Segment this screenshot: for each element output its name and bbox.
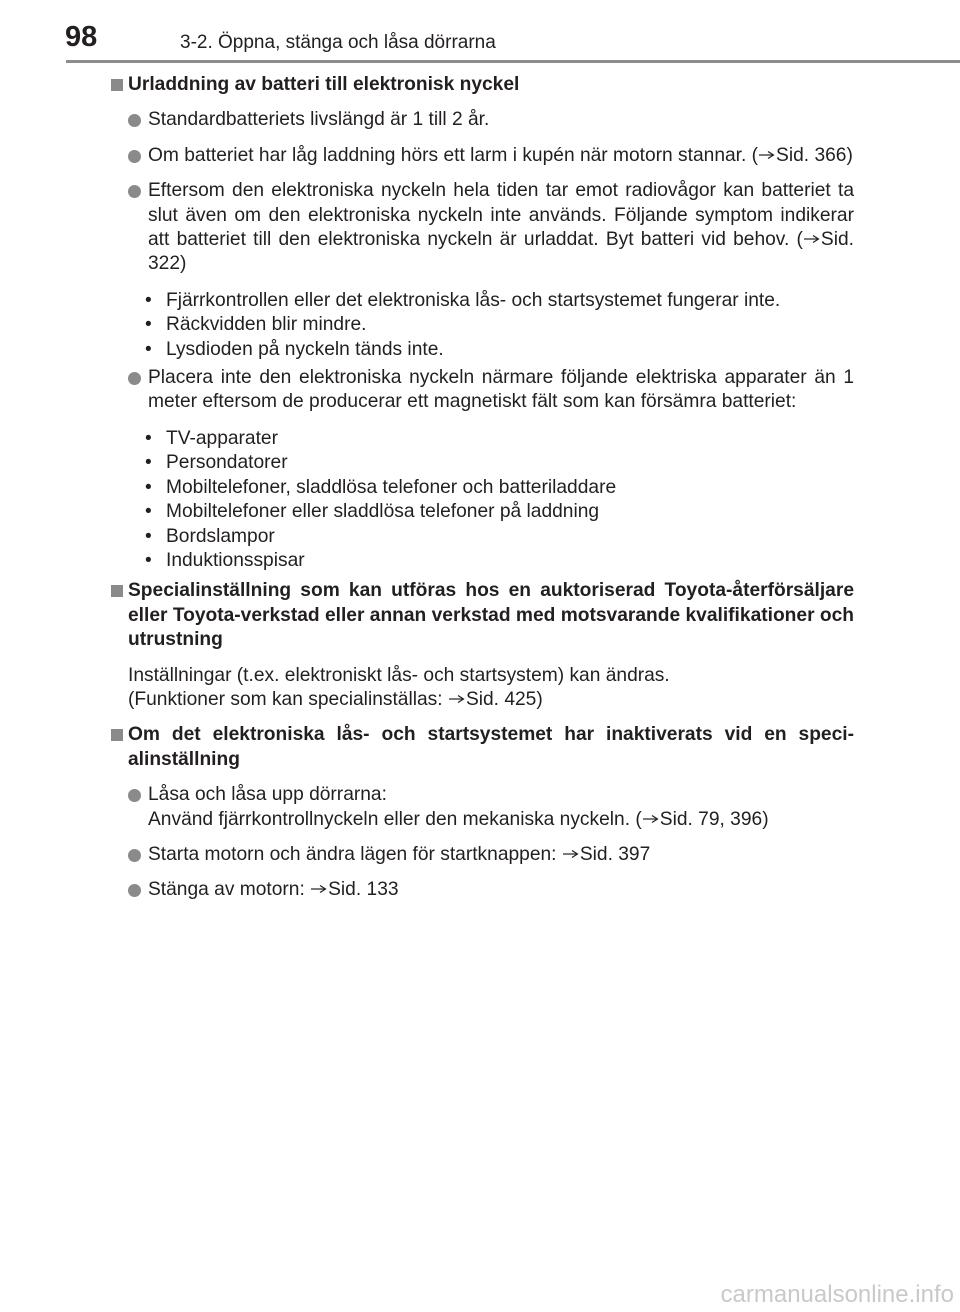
page-reference-link[interactable]: Sid. 397 <box>579 843 651 865</box>
sub-item-text: Räckvidden blir mindre. <box>166 314 367 336</box>
sub-list-item <box>145 427 854 451</box>
list-item <box>108 878 854 902</box>
page-reference-link[interactable]: Sid. 79, 396 <box>659 808 763 830</box>
round-bullet-icon <box>128 185 141 198</box>
appliance-list <box>108 427 854 573</box>
page-header <box>0 0 960 64</box>
list-item <box>108 843 854 867</box>
list-item <box>108 366 854 415</box>
page-reference-link[interactable]: Sid. 425 <box>465 688 537 710</box>
item-text: Om batteriet har låg laddning hörs ett larm i kupén när motorn stannar. ( <box>148 144 759 166</box>
sub-list-item <box>145 476 854 500</box>
square-bullet-icon <box>111 79 123 91</box>
settings-paragraph <box>108 664 854 713</box>
section-title: 3-2. Öppna, stänga och låsa dörrarna <box>180 32 496 53</box>
item-text: Starta motorn och ändra lägen för startknappen: <box>148 843 562 865</box>
round-bullet-icon <box>128 849 141 862</box>
list-item <box>108 179 854 277</box>
bullet-icon: • <box>145 501 152 523</box>
item-text-end: ) <box>846 144 853 166</box>
watermark: carmanualsonline.info <box>720 1281 954 1308</box>
page-number: 98 <box>65 21 98 53</box>
sub-list-item <box>145 313 854 337</box>
sub-item-text: Lysdioden på nyckeln tänds inte. <box>166 338 444 360</box>
round-bullet-icon <box>128 372 141 385</box>
sub-item-text: Bordslampor <box>166 525 275 547</box>
bullet-icon: • <box>145 549 152 571</box>
round-bullet-icon <box>128 150 141 163</box>
heading-text: Specialinställning som kan utföras hos en auktoriserad Toyota-återförsäljare eller Toyota-verkstad eller annan verkstad med motsvarande kvalifikationer och utrustning <box>128 580 854 651</box>
sub-item-text: Mobiltelefoner eller sladdlösa telefoner på laddning <box>166 501 600 523</box>
item-text: Stänga av motorn: <box>148 879 311 901</box>
item-text: Placera inte den elektroniska nyckeln närmare följande elektriska apparater än 1 meter eftersom de producerar ett magnetiskt fält som kan försämra batteriet: <box>148 367 854 413</box>
paragraph-text: (Funktioner som kan specialinställas: <box>128 688 448 710</box>
list-item <box>108 783 854 832</box>
sub-list-item <box>145 289 854 313</box>
round-bullet-icon <box>128 114 141 127</box>
symptom-list <box>108 289 854 362</box>
header-divider <box>66 60 960 63</box>
item-text-line <box>148 808 854 832</box>
sub-list-item <box>145 525 854 549</box>
page-reference-link[interactable]: Sid. 133 <box>328 879 399 901</box>
square-bullet-icon <box>111 729 123 741</box>
page-reference-link[interactable]: Sid. 322 <box>148 229 854 275</box>
sub-item-text: TV-apparater <box>166 427 278 449</box>
sub-list-item <box>145 500 854 524</box>
paragraph-line: Inställningar (t.ex. elektroniskt lås- och startsystem) kan ändras. <box>128 664 670 686</box>
bullet-icon: • <box>145 289 152 311</box>
bullet-icon: • <box>145 427 152 449</box>
sub-item-text: Fjärrkontrollen eller det elektroniska lås- och startsystemet fungerar inte. <box>166 289 781 311</box>
bullet-icon: • <box>145 476 152 498</box>
arrow-right-icon <box>642 815 660 825</box>
item-text: Låsa och låsa upp dörrarna: <box>148 784 387 806</box>
sub-item-text: Mobiltelefoner, sladdlösa telefoner och batteriladdare <box>166 476 617 498</box>
sub-item-text: Induktionsspisar <box>166 549 305 571</box>
list-item <box>108 108 854 132</box>
bullet-icon: • <box>145 452 152 474</box>
item-text: Eftersom den elektroniska nyckeln hela tiden tar emot radiovågor kan batteriet ta slut även om den elektroniska nyckeln inte används. Följande symptom indikerar att batteriet till den elektroniska nyckeln är urladdat. Byt batteri vid behov. ( <box>148 180 854 251</box>
section-heading-deactivated <box>108 723 854 772</box>
bullet-icon: • <box>145 338 152 360</box>
square-bullet-icon <box>111 585 123 597</box>
round-bullet-icon <box>128 884 141 897</box>
item-text: Använd fjärrkontrollnyckeln eller den mekaniska nyckeln. ( <box>148 808 642 830</box>
arrow-right-icon <box>803 235 821 245</box>
sub-list-item <box>145 549 854 573</box>
bullet-icon: • <box>145 525 152 547</box>
page-reference-link[interactable]: Sid. 366 <box>776 144 847 166</box>
round-bullet-icon <box>128 789 141 802</box>
arrow-right-icon <box>562 850 580 860</box>
arrow-right-icon <box>448 695 466 705</box>
item-text-end: ) <box>180 253 187 275</box>
heading-text: Urladdning av batteri till elektronisk nyckel <box>128 74 520 95</box>
section-heading-special-settings <box>108 579 854 652</box>
paragraph-text-end: ) <box>536 688 543 710</box>
paragraph-line <box>128 688 854 712</box>
item-text: Standardbatteriets livslängd är 1 till 2 år. <box>148 109 490 131</box>
sub-item-text: Persondatorer <box>166 452 288 474</box>
sub-list-item <box>145 451 854 475</box>
page-content <box>108 73 854 903</box>
arrow-right-icon <box>758 151 776 161</box>
bullet-icon: • <box>145 314 152 336</box>
arrow-right-icon <box>310 885 328 895</box>
heading-text: Om det elektroniska lås- och startsystemet har inaktiverats vid en specialinställning <box>128 724 854 770</box>
list-item <box>108 144 854 168</box>
sub-list-item <box>145 338 854 362</box>
section-heading-battery <box>108 73 854 97</box>
item-text-end: ) <box>762 808 769 830</box>
